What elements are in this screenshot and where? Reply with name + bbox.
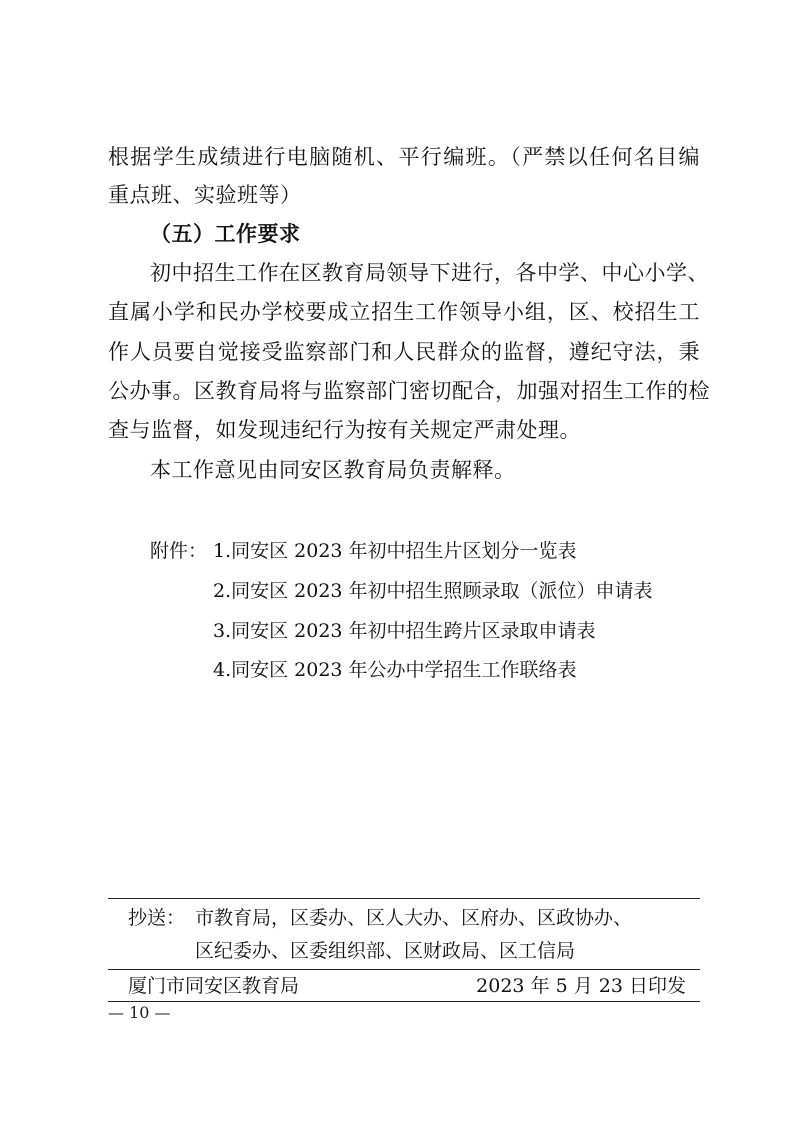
attachment-item: 1.同安区 2023 年初中招生片区划分一览表 <box>213 540 577 562</box>
footer-bottom-rule <box>108 1001 700 1002</box>
paragraph-line: 作人员要自觉接受监察部门和人民群众的监督，遵纪守法，秉 <box>108 340 700 364</box>
attachments-label: 附件： <box>150 540 208 562</box>
cc-recipients-line-2: 区纪委办、区委组织部、区财政局、区工信局 <box>195 940 576 962</box>
paragraph-line: 直属小学和民办学校要成立招生工作领导小组，区、校招生工 <box>108 300 700 324</box>
body-line-1: 根据学生成绩进行电脑随机、平行编班。（严禁以任何名目编 <box>108 145 700 169</box>
issue-date: 2023 年 5 月 23 日印发 <box>476 975 686 997</box>
attachment-item: 2.同安区 2023 年初中招生照顾录取（派位）申请表 <box>213 580 653 602</box>
section-heading: （五）工作要求 <box>150 222 301 246</box>
cc-recipients-line-1: 市教育局，区委办、区人大办、区府办、区政协办、 <box>195 907 633 929</box>
paragraph-line: 公办事。区教育局将与监察部门密切配合，加强对招生工作的检 <box>108 379 710 403</box>
attachment-item: 4.同安区 2023 年公办中学招生工作联络表 <box>213 659 577 681</box>
cc-bottom-rule <box>108 969 700 970</box>
paragraph-line: 初中招生工作在区教育局领导下进行，各中学、中心小学、 <box>150 261 709 285</box>
paragraph-line: 查与监督，如发现违纪行为按有关规定严肃处理。 <box>108 418 581 442</box>
page-number: — 10 — <box>108 1003 171 1022</box>
cc-top-rule <box>108 898 700 899</box>
attachment-item: 3.同安区 2023 年初中招生跨片区录取申请表 <box>213 620 596 642</box>
issuer-name: 厦门市同安区教育局 <box>128 975 300 997</box>
body-line-2: 重点班、实验班等） <box>108 183 302 207</box>
closing-paragraph: 本工作意见由同安区教育局负责解释。 <box>150 458 516 482</box>
cc-label: 抄送： <box>128 907 186 929</box>
